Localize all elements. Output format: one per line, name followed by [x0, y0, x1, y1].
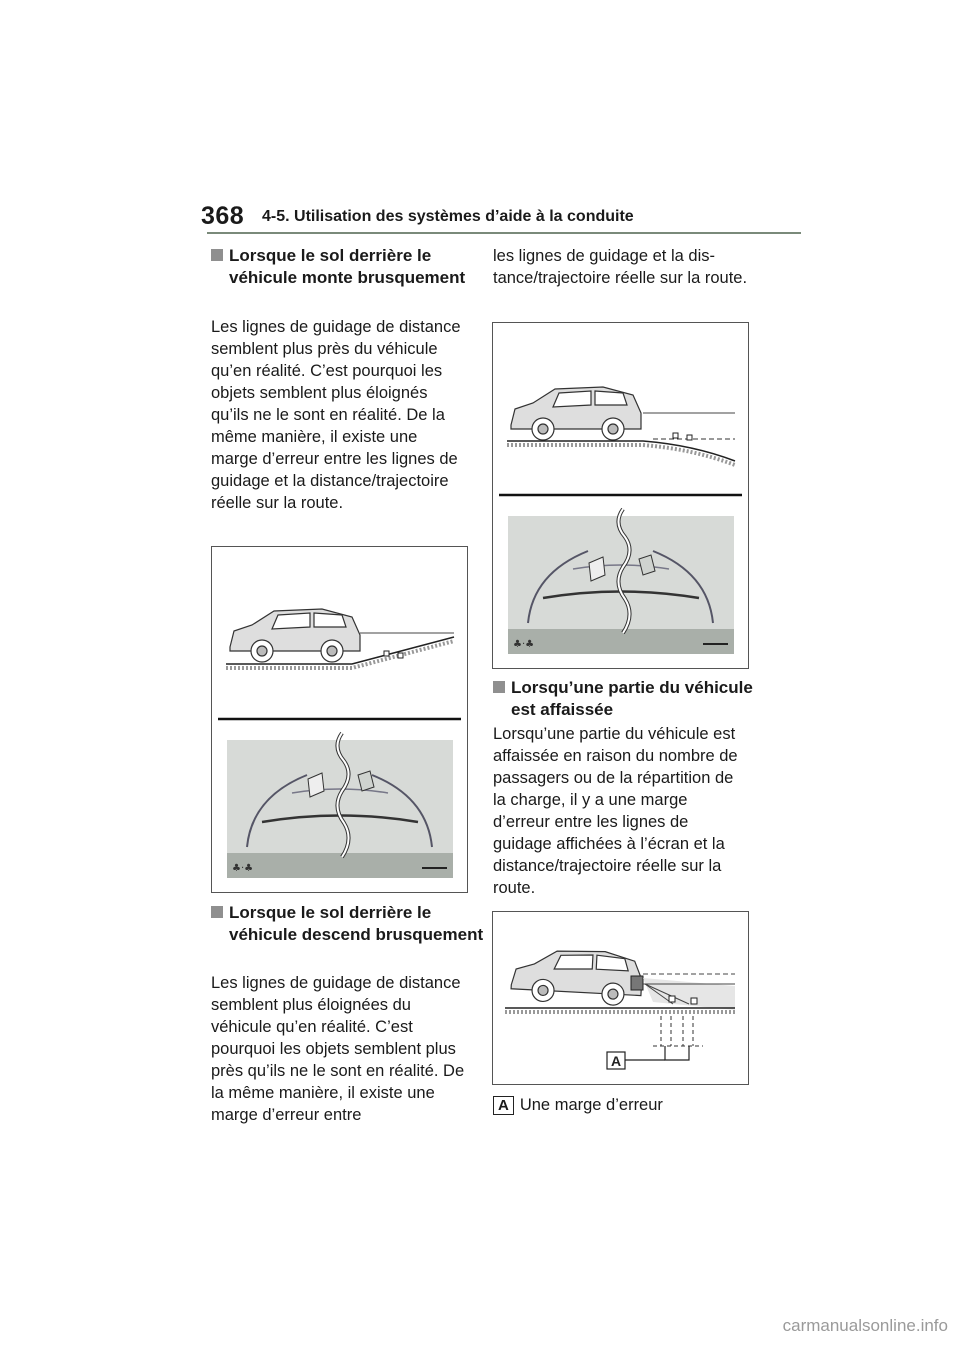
paragraph-vehicle-sagging: Lorsqu’une partie du véhicule est affaissée en raison du nombre de passagers ou de la répartition de la charge, il y a une marge d’erreur entre les lignes de guidage affichées à l’écran et la distance/trajectoire réelle sur la route.: [493, 725, 738, 897]
heading-vehicle-sagging: [493, 677, 771, 721]
callout-text: Une marge d’erreur: [519, 1096, 663, 1114]
figure-rising-ground: [211, 546, 468, 893]
car-side-icon: [230, 609, 360, 662]
callout-label-a: A: [611, 1053, 622, 1069]
heading-text: Lorsque le sol derrière le véhicule descend brusquement: [229, 903, 484, 944]
page-number: 368: [201, 202, 245, 230]
footer-watermark: carmanualsonline.info: [782, 1316, 948, 1335]
paragraph-ground-descending: Les lignes de guidage de distance semblent plus éloignées du véhicule qu’en réalité. C’est pourquoi les objets semblent plus près qu’ils ne le sont en réalité. De la même manière, il existe une marge d’erreur entre: [211, 974, 465, 1124]
figure-sagging-vehicle: [492, 911, 749, 1085]
heading-text: Lorsqu’une partie du véhicule est affaissée: [511, 678, 753, 719]
svg-text:♣·♣: ♣·♣: [513, 639, 535, 650]
callout-box: A: [493, 1096, 514, 1115]
car-side-icon: [511, 947, 644, 1007]
square-bullet-icon: [211, 906, 223, 918]
heading-text: Lorsque le sol derrière le véhicule monte brusquement: [229, 246, 466, 287]
camera-view-screen: [227, 733, 453, 878]
sagging-vehicle-illustration: [493, 912, 748, 1084]
descending-ground-illustration: [493, 323, 748, 668]
camera-view-screen: [508, 509, 734, 654]
rising-ground-illustration: [212, 547, 467, 892]
square-bullet-icon: [211, 249, 223, 261]
header-rule: [207, 232, 801, 234]
callout-legend: [493, 1094, 663, 1116]
figure-descending-ground: [492, 322, 749, 669]
section-title: 4-5. Utilisation des systèmes d’aide à la conduite: [262, 208, 634, 225]
square-bullet-icon: [493, 681, 505, 693]
car-side-icon: [511, 387, 641, 440]
paragraph-ground-rising: Les lignes de guidage de distance semblent plus près du véhicule qu’en réalité. C’est pourquoi les objets semblent plus éloignés qu’ils ne le sont en réalité. De la même manière, il existe une marge d’erreur entre les lignes de guidage et la distance/trajectoire réelle sur la route.: [211, 318, 461, 512]
heading-ground-descending: [211, 902, 489, 946]
svg-text:♣·♣: ♣·♣: [232, 863, 254, 874]
heading-ground-rising: [211, 245, 489, 289]
paragraph-ground-descending-continued: les lignes de guidage et la distance/trajectoire réelle sur la route.: [493, 247, 748, 287]
